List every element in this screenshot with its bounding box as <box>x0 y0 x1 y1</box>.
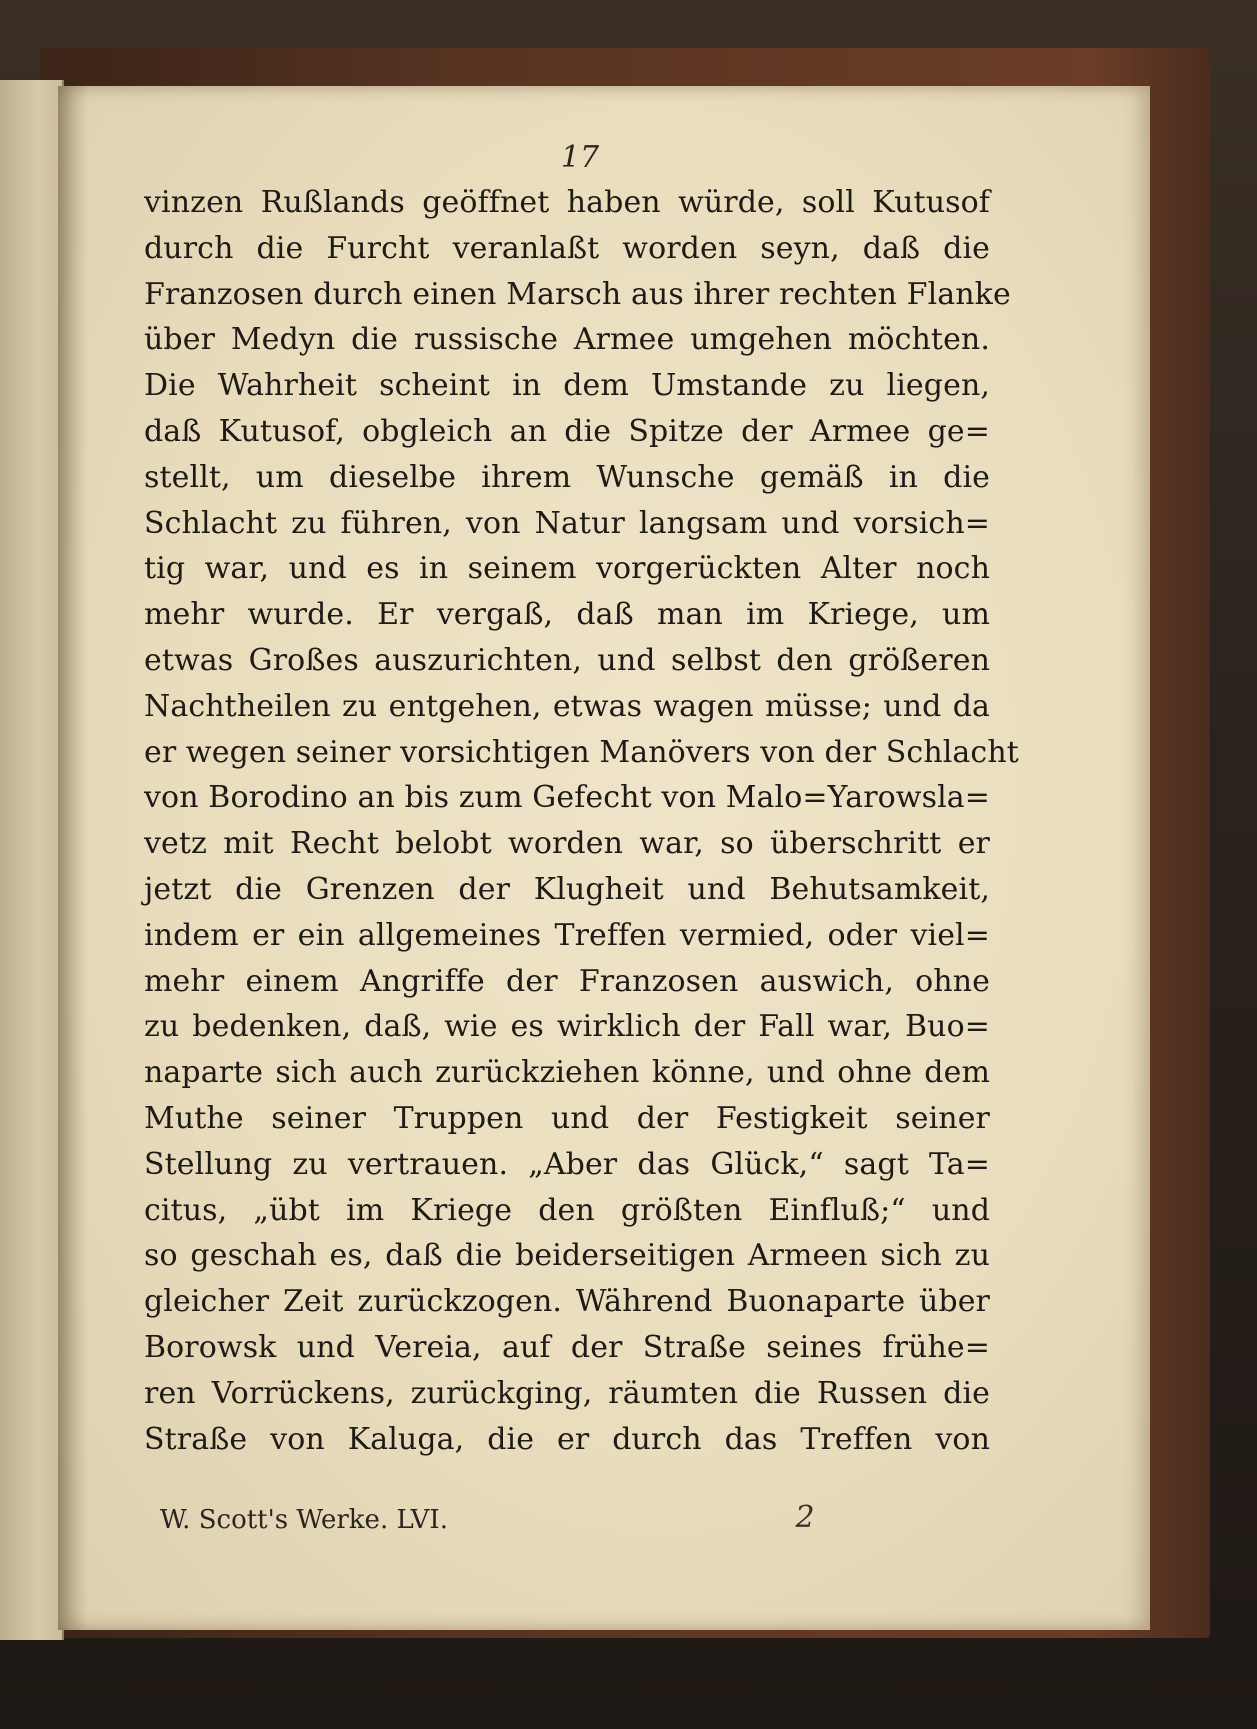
text-line: über Medyn die russische Armee umgehen möchten. <box>144 322 990 358</box>
text-line: von Borodino an bis zum Gefecht von Malo=Yarowsla= <box>144 780 990 816</box>
body-text <box>144 180 1019 1462</box>
page-number: 17 <box>560 140 600 175</box>
text-line: Nachtheilen zu entgehen, etwas wagen müsse; und da <box>144 688 990 724</box>
text-line: er wegen seiner vorsichtigen Manövers von der Schlacht <box>144 734 1019 770</box>
text-line: gleicher Zeit zurückzogen. Während Buonaparte über <box>144 1284 990 1320</box>
text-line: zu bedenken, daß, wie es wirklich der Fall war, Buo= <box>144 1009 990 1045</box>
text-line: daß Kutusof, obgleich an die Spitze der Armee ge= <box>144 413 990 449</box>
gutter-shadow <box>58 86 88 1630</box>
text-line: Muthe seiner Truppen und der Festigkeit seiner <box>144 1100 990 1136</box>
text-line: vinzen Rußlands geöffnet haben würde, soll Kutusof <box>144 185 990 220</box>
previous-page-edge <box>0 80 64 1640</box>
text-line: mehr wurde. Er vergaß, daß man im Kriege, um <box>144 597 990 633</box>
text-line: Stellung zu vertrauen. „Aber das Glück,“ sagt Ta= <box>144 1146 990 1182</box>
text-line: Franzosen durch einen Marsch aus ihrer rechten Flanke <box>144 276 1011 312</box>
text-line: citus, „übt im Kriege den größten Einfluß;“ und <box>144 1192 990 1228</box>
text-line: durch die Furcht veranlaßt worden seyn, daß die <box>144 230 990 266</box>
text-line: jetzt die Grenzen der Klugheit und Behutsamkeit, <box>144 871 990 907</box>
text-line: tig war, und es in seinem vorgerückten Alter noch <box>144 551 990 587</box>
text-line: Straße von Kaluga, die er durch das Treffen von <box>144 1421 990 1457</box>
text-line: mehr einem Angriffe der Franzosen auswich, ohne <box>144 963 990 999</box>
text-line: ren Vorrückens, zurückging, räumten die Russen die <box>144 1375 990 1411</box>
running-footer: W. Scott's Werke. LVI. <box>160 1505 448 1535</box>
text-line: vetz mit Recht belobt worden war, so überschritt er <box>144 826 990 862</box>
text-line: stellt, um dieselbe ihrem Wunsche gemäß in die <box>144 459 990 495</box>
text-line: etwas Großes auszurichten, und selbst den größeren <box>144 642 990 678</box>
text-line: so geschah es, daß die beiderseitigen Armeen sich zu <box>144 1238 990 1274</box>
text-line: naparte sich auch zurückziehen könne, und ohne dem <box>144 1055 990 1091</box>
text-line: Die Wahrheit scheint in dem Umstande zu liegen, <box>144 368 990 404</box>
text-line: indem er ein allgemeines Treffen vermied, oder viel= <box>144 917 990 953</box>
signature-mark: 2 <box>795 1500 815 1535</box>
text-line: Schlacht zu führen, von Natur langsam und vorsich= <box>144 505 990 541</box>
text-line: Borowsk und Vereia, auf der Straße seines frühe= <box>144 1329 990 1365</box>
